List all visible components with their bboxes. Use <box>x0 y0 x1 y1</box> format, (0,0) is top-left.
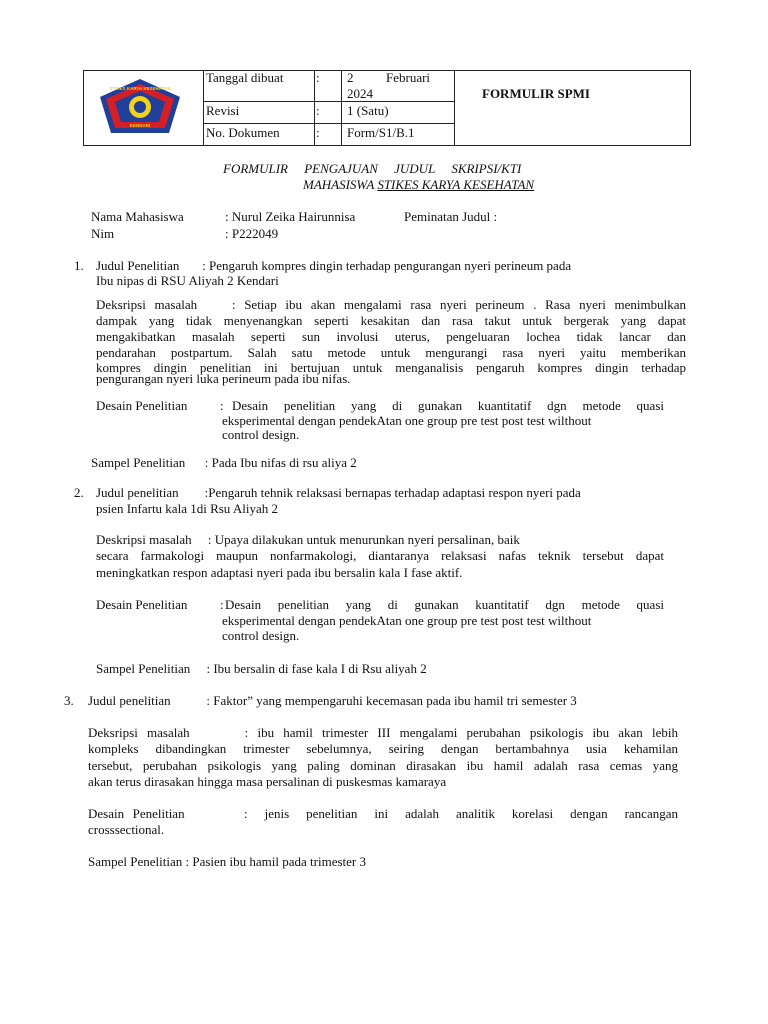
item-deskripsi: tersebut, perubahan psikologis yang paling dominan dirasakan ibu hamil adalah rasa cemas yang <box>88 758 678 773</box>
desain-text: control design. <box>222 628 300 643</box>
item-deskripsi: dampak yang tidak menyenangkan seperti kesakitan dan rasa takut untuk bergerak yang dapat <box>96 313 686 328</box>
nim-label: Nim <box>91 226 115 241</box>
logo-text-top: STIKES KARYA KESEHATAN <box>109 86 171 91</box>
tanggal-label: Tanggal dibuat <box>206 70 284 85</box>
tanggal-year: 2024 <box>347 86 373 101</box>
item-judul: Judul penelitian :Pengaruh tehnik relaksasi bernapas terhadap adaptasi respon nyeri pada <box>96 485 581 500</box>
item-judul: Judul penelitian : Faktor” yang mempengaruhi kecemasan pada ibu hamil tri semester 3 <box>88 693 577 708</box>
college-logo <box>97 77 183 137</box>
sampel-text: Sampel Penelitian : Pasien ibu hamil pada trimester 3 <box>88 854 366 869</box>
page-title-line2 <box>303 177 534 193</box>
dokumen-label: No. Dokumen <box>206 125 280 140</box>
item-judul-cont: Ibu nipas di RSU Aliyah 2 Kendari <box>96 273 279 288</box>
nim-value: : P222049 <box>225 226 279 241</box>
desain-label: Desain Penelitian <box>96 398 188 413</box>
item-number: 1. <box>74 258 84 273</box>
name-value: : Nurul Zeika Hairunnisa <box>225 209 356 224</box>
desain-text: eksperimental dengan pendekAtan one group pre test post test wilthout <box>222 413 592 428</box>
desain-colon: : <box>220 398 224 413</box>
table-divider <box>314 71 315 145</box>
table-divider <box>341 71 342 145</box>
title-mahasiswa: MAHASISWA <box>303 177 378 192</box>
table-divider <box>203 123 454 124</box>
peminatan-label: Peminatan Judul : <box>404 209 498 224</box>
logo-text-bottom: KENDARI <box>129 123 151 128</box>
page-title-line1: FORMULIR PENGAJUAN JUDUL SKRIPSI/KTI <box>223 161 522 176</box>
name-label: Nama Mahasiswa <box>91 209 184 224</box>
item-deskripsi: mengakibatkan masalah seperti sun involusi uterus, pengeluaran lochea tidak lancar dan <box>96 329 686 344</box>
item-deskripsi: kompleks dibandingkan trimester sebelumnya, seiring dengan bertambahnya usia kehamilan <box>88 741 678 756</box>
item-number: 3. <box>64 693 74 708</box>
desain-label: Desain Penelitian <box>96 597 188 612</box>
desain-colon: : <box>220 597 224 612</box>
desain-text: Desain penelitian yang di gunakan kuantitatif dgn metode quasi <box>232 398 664 413</box>
desain-text: Desain penelitian yang di gunakan kuantitatif dgn metode quasi <box>225 597 664 612</box>
dokumen-value: Form/S1/B.1 <box>347 125 415 140</box>
desain-text: eksperimental dengan pendekAtan one group pre test post test wilthout <box>222 613 592 628</box>
item-judul: Judul Penelitian : Pengaruh kompres dingin terhadap pengurangan nyeri perineum pada <box>96 258 572 273</box>
item-deskripsi: kompres dingin penelitian ini bertujuan untuk menganalisis pengaruh kompres dingin terhadap <box>96 360 686 375</box>
item-deskripsi: pendarahan postpartum. Salah satu metode untuk mengurangi rasa nyeri yaitu memberikan <box>96 345 686 360</box>
title-institution: STIKES KARYA KESEHATAN <box>377 177 535 192</box>
table-divider <box>454 71 455 145</box>
item-deskripsi: Deksripsi masalah : Setiap ibu akan mengalami rasa nyeri perineum . Rasa nyeri menimbulkan <box>96 297 686 312</box>
sampel-text: Sampel Penelitian : Ibu bersalin di fase kala I di Rsu aliyah 2 <box>96 661 427 676</box>
table-divider <box>203 101 454 102</box>
desain-text: Desain Penelitian : jenis penelitian ini adalah analitik korelasi dengan rancangan <box>88 806 678 821</box>
item-deskripsi: pengurangan nyeri luka perineum pada ibu nifas. <box>96 371 351 386</box>
item-number: 2. <box>74 485 84 500</box>
tanggal-colon: : <box>316 70 320 85</box>
revisi-value: 1 (Satu) <box>347 103 389 118</box>
form-title: FORMULIR SPMI <box>482 86 590 101</box>
sampel-text: Sampel Penelitian : Pada Ibu nifas di rsu aliya 2 <box>91 455 357 470</box>
revisi-label: Revisi <box>206 103 240 118</box>
desain-text: crosssectional. <box>88 822 165 837</box>
item-deskripsi: Deksripsi masalah : ibu hamil trimester III mengalami perubahan psikologis ibu akan lebih <box>88 725 678 740</box>
revisi-colon: : <box>316 103 320 118</box>
desain-text: control design. <box>222 427 300 442</box>
dokumen-colon: : <box>316 125 320 140</box>
item-judul-cont: psien Infartu kala 1di Rsu Aliyah 2 <box>96 501 278 516</box>
item-deskripsi: meningkatkan respon adaptasi nyeri pada ibu bersalin kala I fase aktif. <box>96 565 463 580</box>
table-divider <box>203 71 204 145</box>
tanggal-value: 2 Februari <box>347 70 431 85</box>
item-deskripsi: secara farmakologi maupun nonfarmakologi, diantaranya relaksasi nafas teknik tersebut dapat <box>96 548 664 563</box>
item-deskripsi: akan terus dirasakan hingga masa persalinan di puskesmas kamaraya <box>88 774 447 789</box>
item-deskripsi: Deskripsi masalah : Upaya dilakukan untuk menurunkan nyeri persalinan, baik <box>96 532 520 547</box>
